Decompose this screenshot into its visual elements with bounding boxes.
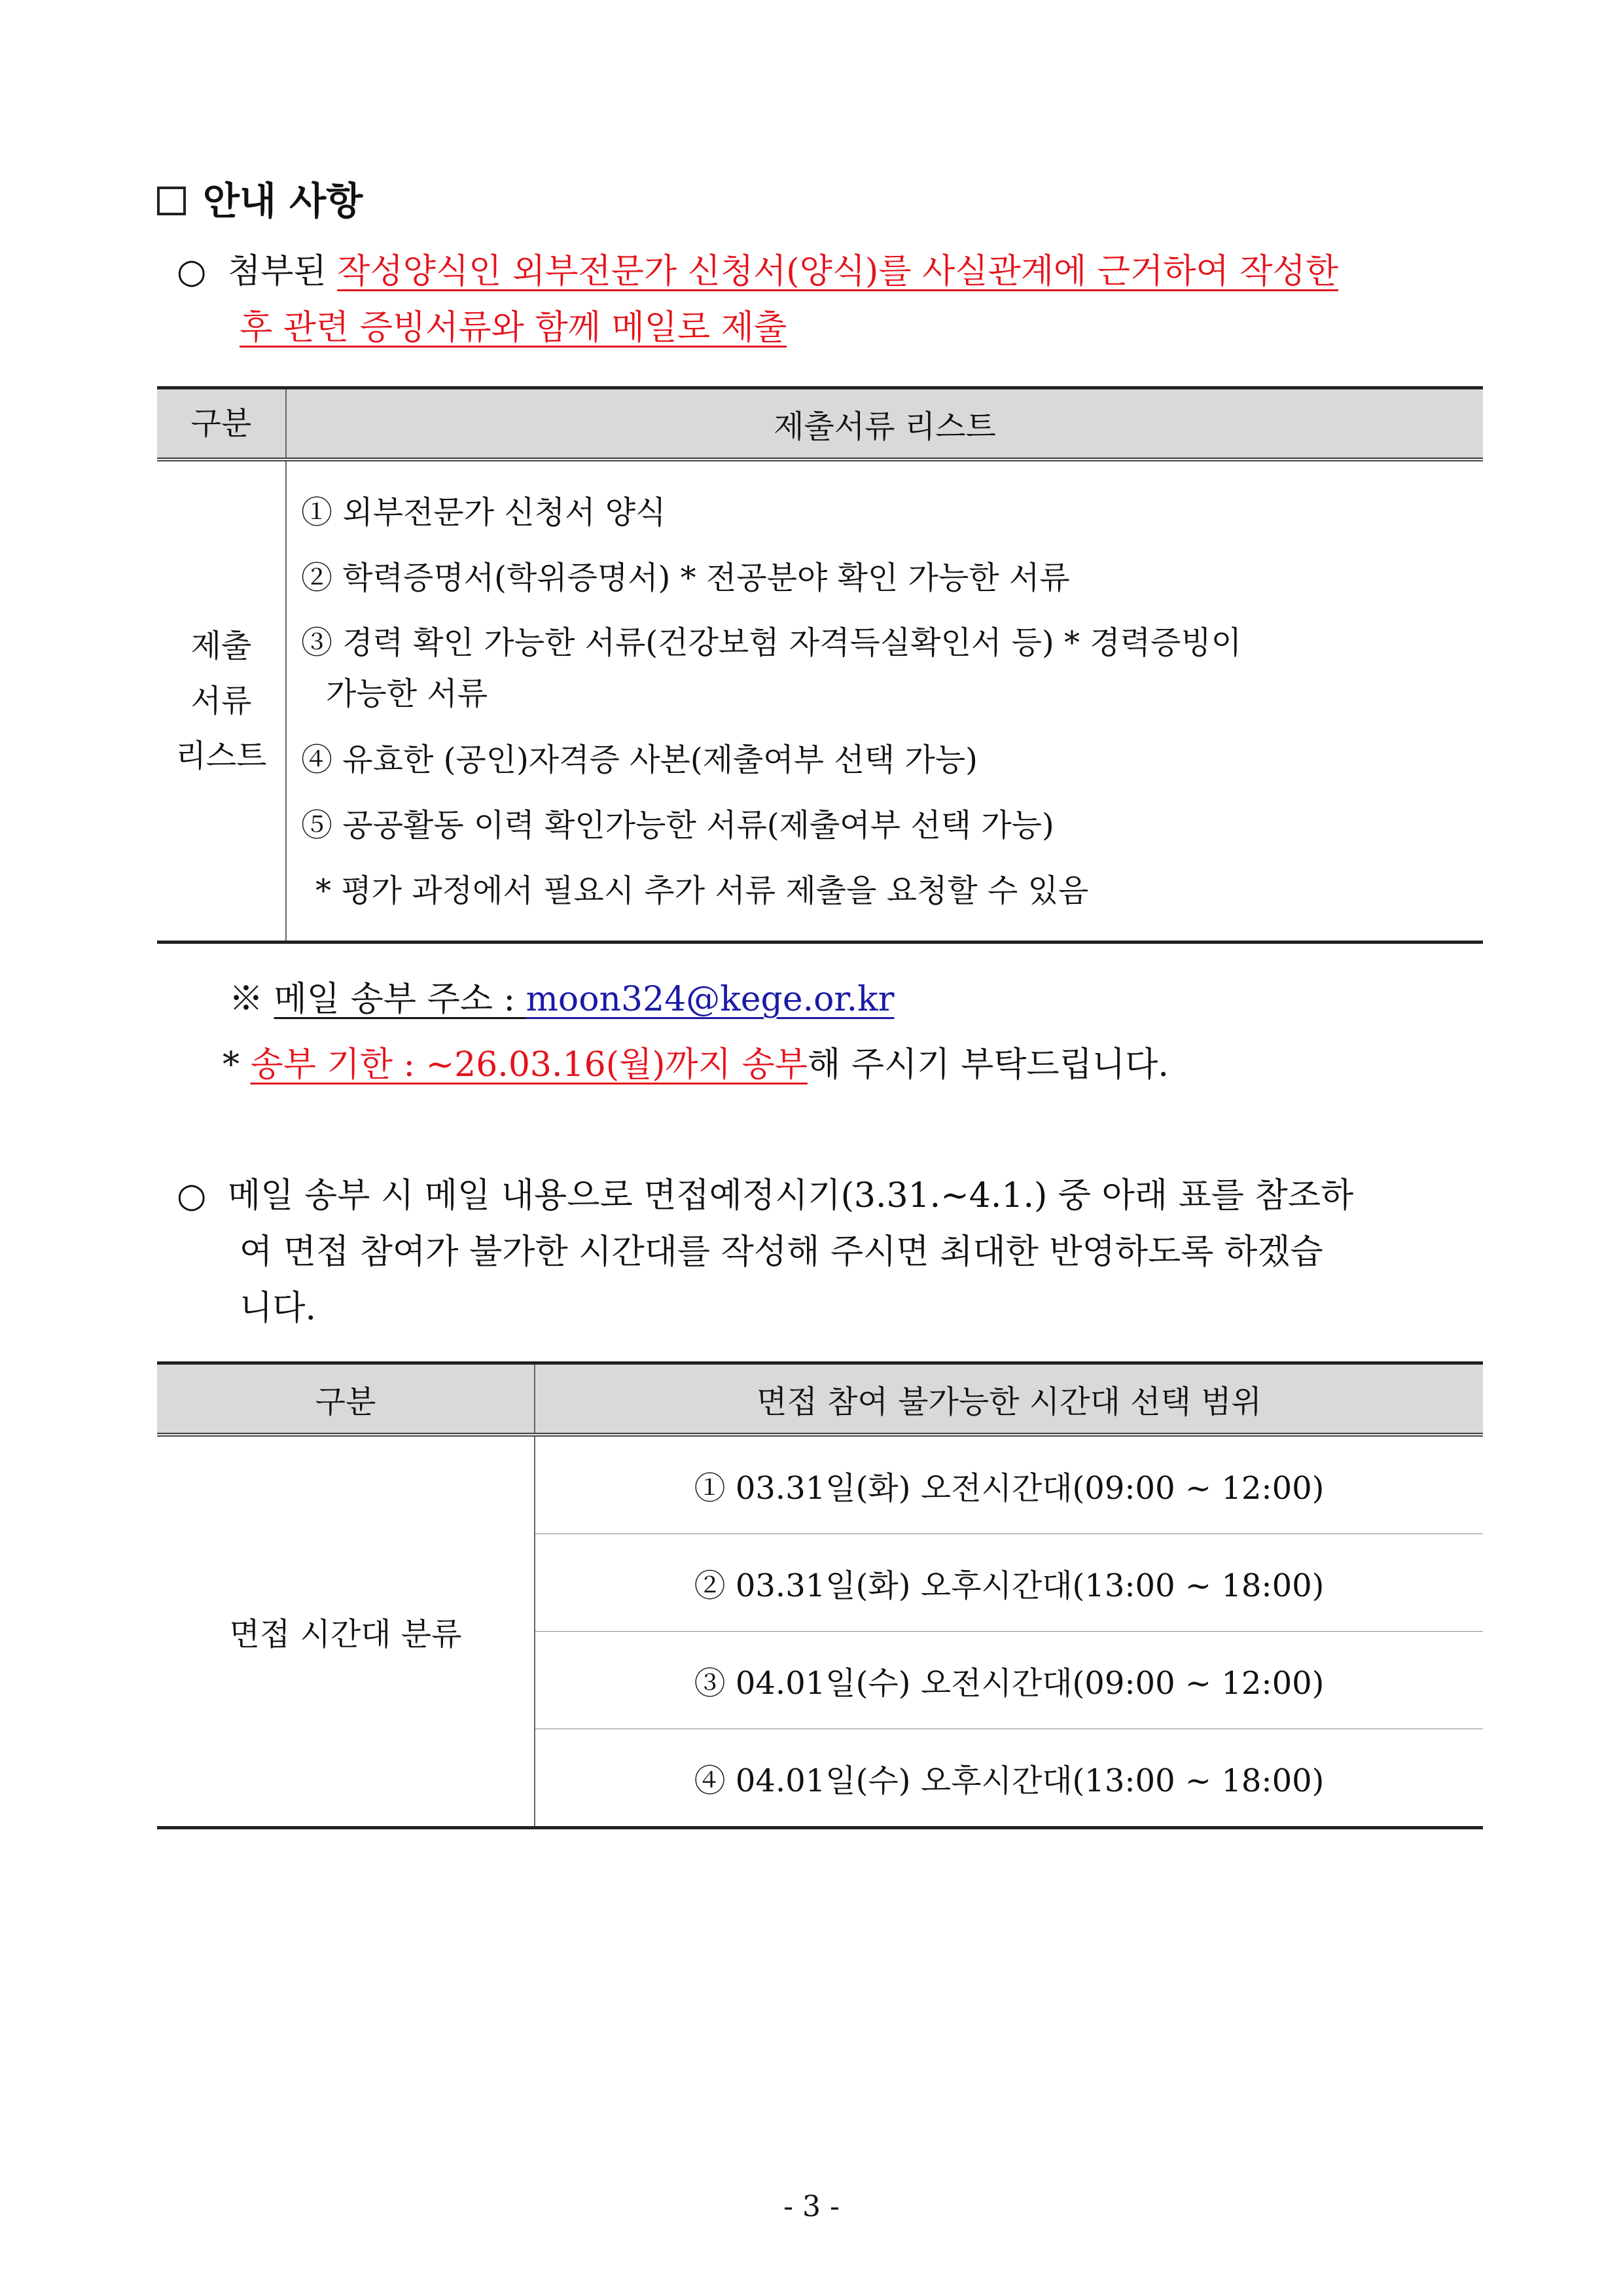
interview-instruction: [177, 1168, 1492, 1336]
list-item: ⑤ 공공활동 이력 확인가능한 서류(제출여부 선택 가능): [301, 807, 1054, 844]
deadline-rest: 해 주시기 부탁드립니다.: [807, 1045, 1169, 1085]
header-category: 구분: [157, 388, 286, 460]
interview-line-1: [177, 1168, 1492, 1224]
interview-text: 메일 송부 시 메일 내용으로 면접예정시기(3.31.~4.1.) 중 아래 표를 참조하: [228, 1176, 1354, 1215]
table-header-row: [157, 1363, 1483, 1435]
row-label-line: 리스트: [175, 738, 267, 774]
deadline-highlight: 송부 기한 : ~26.03.16(월)까지 송부: [250, 1045, 808, 1085]
deadline-line: [223, 1037, 1169, 1093]
circle-bullet-icon: ○: [177, 1176, 207, 1215]
attachment-highlight-2: 후 관련 증빙서류와 함께 메일로 제출: [240, 308, 787, 348]
time-slot: ③ 04.01일(수) 오전시간대(09:00 ~ 12:00): [535, 1632, 1483, 1729]
row-label: [157, 459, 286, 942]
checkbox-square-icon: [157, 187, 186, 215]
interview-slot-table: [157, 1361, 1483, 1829]
document-list-table: [157, 386, 1483, 944]
list-item: ④ 유효한 (공인)자격증 사본(제출여부 선택 가능): [301, 742, 978, 778]
header-document-list: 제출서류 리스트: [286, 388, 1483, 460]
header-category: 구분: [157, 1363, 535, 1435]
header-slot-range: 면접 참여 불가능한 시간대 선택 범위: [535, 1363, 1483, 1435]
row-label-line: 서류: [190, 683, 252, 719]
interview-line-3: 니다.: [240, 1289, 316, 1328]
time-slot: ① 03.31일(화) 오전시간대(09:00 ~ 12:00): [535, 1435, 1483, 1534]
attachment-instruction: [177, 243, 1492, 356]
interview-line-2: 여 면접 참여가 불가한 시간대를 작성해 주시면 최대한 반영하도록 하겠습: [240, 1232, 1323, 1272]
circle-bullet-icon: ○: [177, 252, 207, 291]
reference-mark-icon: ※: [229, 980, 264, 1019]
table-header-row: [157, 388, 1483, 460]
mail-address-line: [229, 971, 894, 1028]
list-item: [287, 611, 1483, 727]
mail-label: 메일 송부 주소 :: [274, 980, 526, 1019]
attachment-prefix: 첨부된: [228, 252, 338, 291]
list-item-continuation: 가능한 서류: [326, 675, 488, 712]
list-item: ① 외부전문가 신청서 양식: [301, 494, 666, 531]
table-row: [157, 459, 1483, 942]
row-label: 면접 시간대 분류: [157, 1435, 535, 1828]
attachment-line-1: [177, 243, 1492, 300]
time-slot: ④ 04.01일(수) 오후시간대(13:00 ~ 18:00): [694, 1762, 1325, 1799]
list-note: * 평가 과정에서 필요시 추가 서류 제출을 요청할 수 있음: [315, 872, 1089, 909]
list-item-text: ③ 경력 확인 가능한 서류(건강보험 자격득실확인서 등) * 경력증빙이: [301, 624, 1242, 661]
asterisk-mark-icon: *: [223, 1045, 240, 1085]
section-title-text: 안내 사항: [203, 179, 363, 223]
table-row: [157, 1435, 1483, 1534]
attachment-line-2: [177, 300, 1492, 356]
mail-address-link[interactable]: moon324@kege.or.kr: [526, 980, 895, 1019]
list-item: ② 학력증명서(학위증명서) * 전공분야 확인 가능한 서류: [301, 560, 1070, 596]
page-number: - 3 -: [783, 2190, 840, 2223]
row-label-line: 제출: [190, 628, 252, 664]
time-slot: ② 03.31일(화) 오후시간대(13:00 ~ 18:00): [535, 1534, 1483, 1632]
attachment-highlight-1: 작성양식인 외부전문가 신청서(양식)를 사실관계에 근거하여 작성한: [337, 252, 1338, 291]
section-title: [157, 170, 363, 225]
document-list: [286, 459, 1483, 942]
